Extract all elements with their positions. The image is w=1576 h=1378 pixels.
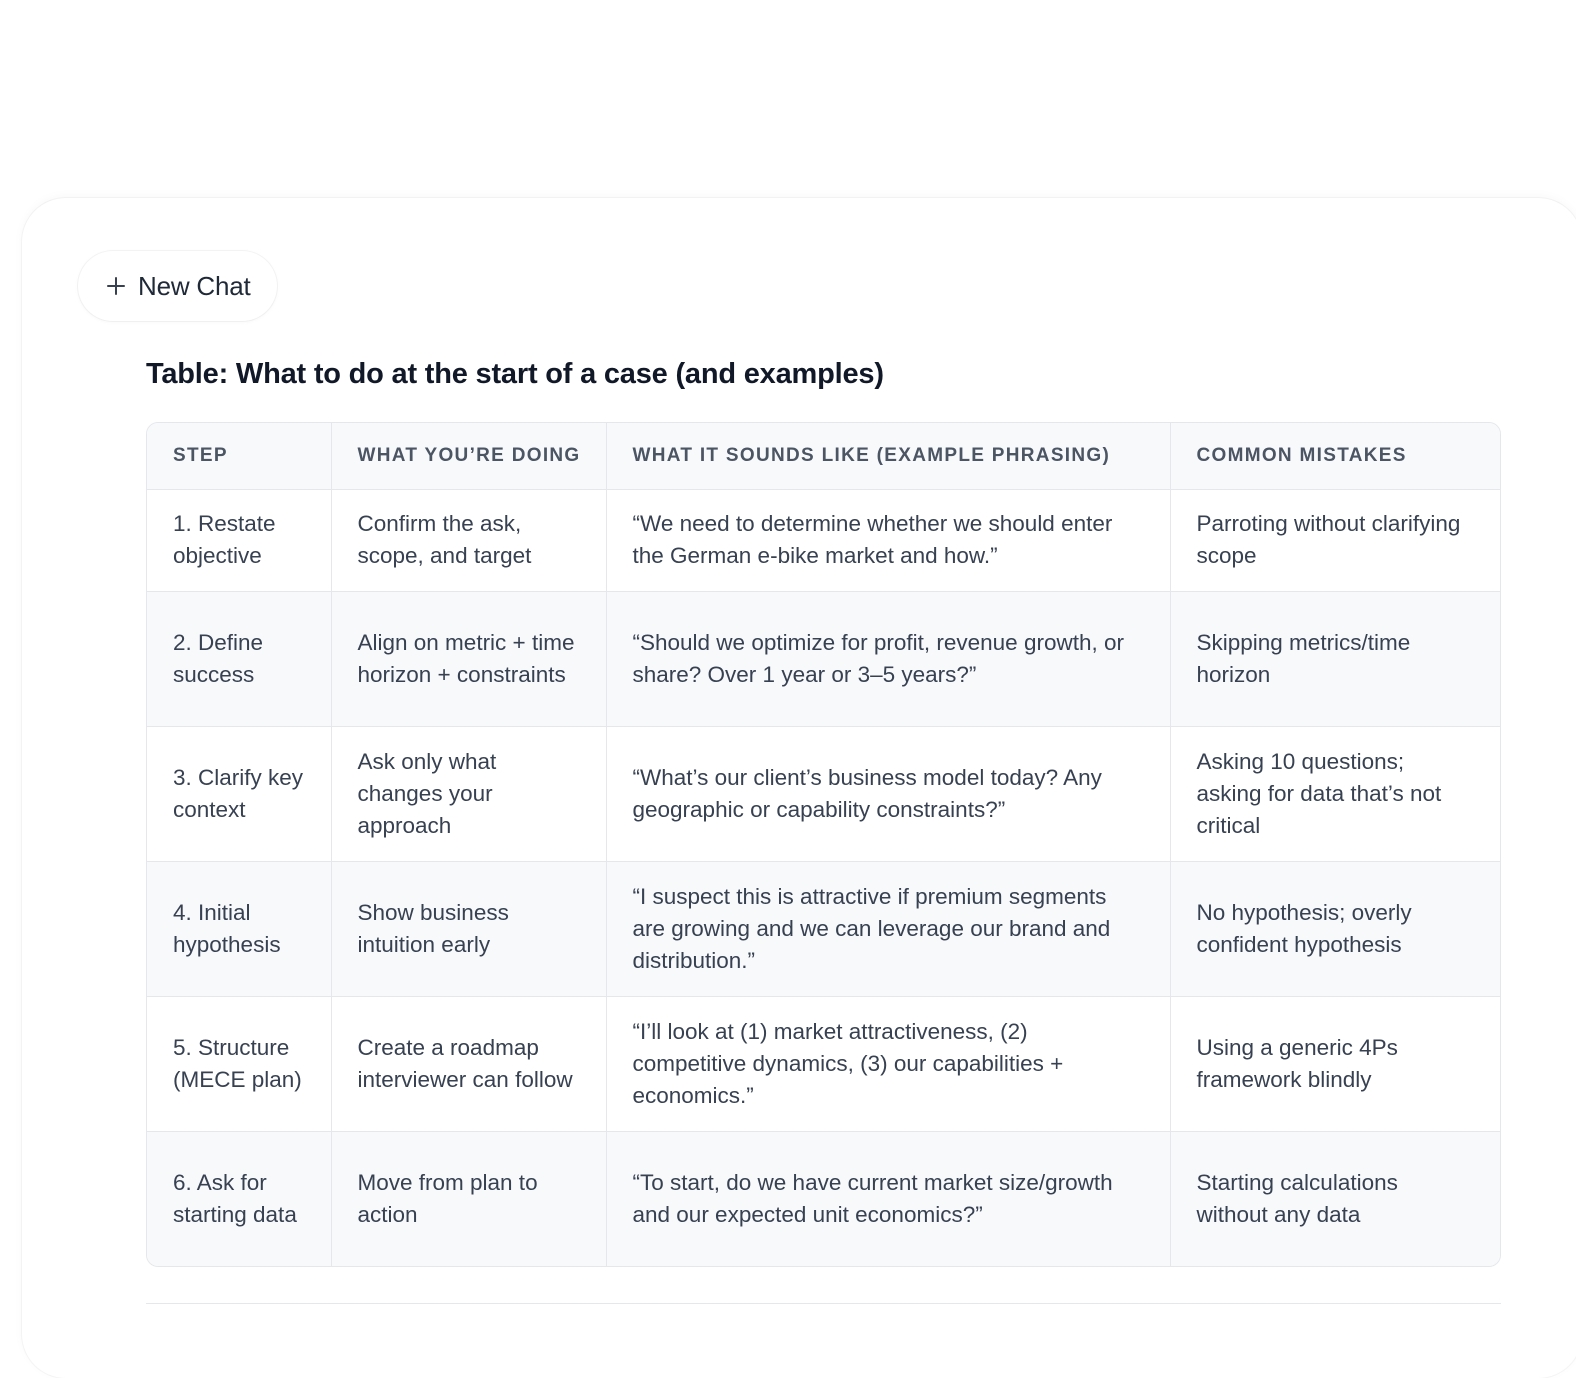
table-cell: Parroting without clarifying scope [1170,489,1500,591]
plus-icon [106,276,126,296]
column-header-common-mistakes: COMMON MISTAKES [1170,423,1500,489]
table-title: Table: What to do at the start of a case (and examples) [146,358,884,390]
table-cell: Confirm the ask, scope, and target [331,489,606,591]
column-header-step: STEP [147,423,331,489]
table-cell: 3. Clarify key context [147,726,331,861]
table-header-row [147,423,1500,489]
table-cell: 5. Structure (MECE plan) [147,996,331,1131]
column-header-what-youre-doing: WHAT YOU’RE DOING [331,423,606,489]
table-cell: Create a roadmap interviewer can follow [331,996,606,1131]
table-cell: 2. Define success [147,591,331,726]
table-row [147,861,1500,996]
case-start-table [146,422,1501,1267]
table-cell: “What’s our client’s business model today? Any geographic or capability constraints?” [606,726,1170,861]
table-row [147,1131,1500,1266]
new-chat-label: New Chat [138,270,251,301]
table-cell: 6. Ask for starting data [147,1131,331,1266]
table-cell: “Should we optimize for profit, revenue growth, or share? Over 1 year or 3–5 years?” [606,591,1170,726]
table-cell: Asking 10 questions; asking for data that’s not critical [1170,726,1500,861]
table-row [147,591,1500,726]
table-cell: “We need to determine whether we should enter the German e-bike market and how.” [606,489,1170,591]
new-chat-button[interactable] [78,251,277,321]
table-cell: “I’ll look at (1) market attractiveness, (2) competitive dynamics, (3) our capabilities + economics.” [606,996,1170,1131]
divider [146,1303,1501,1304]
table-cell: Move from plan to action [331,1131,606,1266]
table-row [147,726,1500,861]
table-cell: Ask only what changes your approach [331,726,606,861]
table-cell: Starting calculations without any data [1170,1131,1500,1266]
table-row [147,489,1500,591]
table-cell: 1. Restate objective [147,489,331,591]
table-cell: No hypothesis; overly confident hypothesis [1170,861,1500,996]
table-cell: “To start, do we have current market size/growth and our expected unit economics?” [606,1131,1170,1266]
table-cell: “I suspect this is attractive if premium segments are growing and we can leverage our brand and distribution.” [606,861,1170,996]
table-cell: Using a generic 4Ps framework blindly [1170,996,1500,1131]
table-cell: 4. Initial hypothesis [147,861,331,996]
table-row [147,996,1500,1131]
table-cell: Skipping metrics/time horizon [1170,591,1500,726]
table-cell: Show business intuition early [331,861,606,996]
table-cell: Align on metric + time horizon + constraints [331,591,606,726]
column-header-what-it-sounds-like: WHAT IT SOUNDS LIKE (EXAMPLE PHRASING) [606,423,1170,489]
